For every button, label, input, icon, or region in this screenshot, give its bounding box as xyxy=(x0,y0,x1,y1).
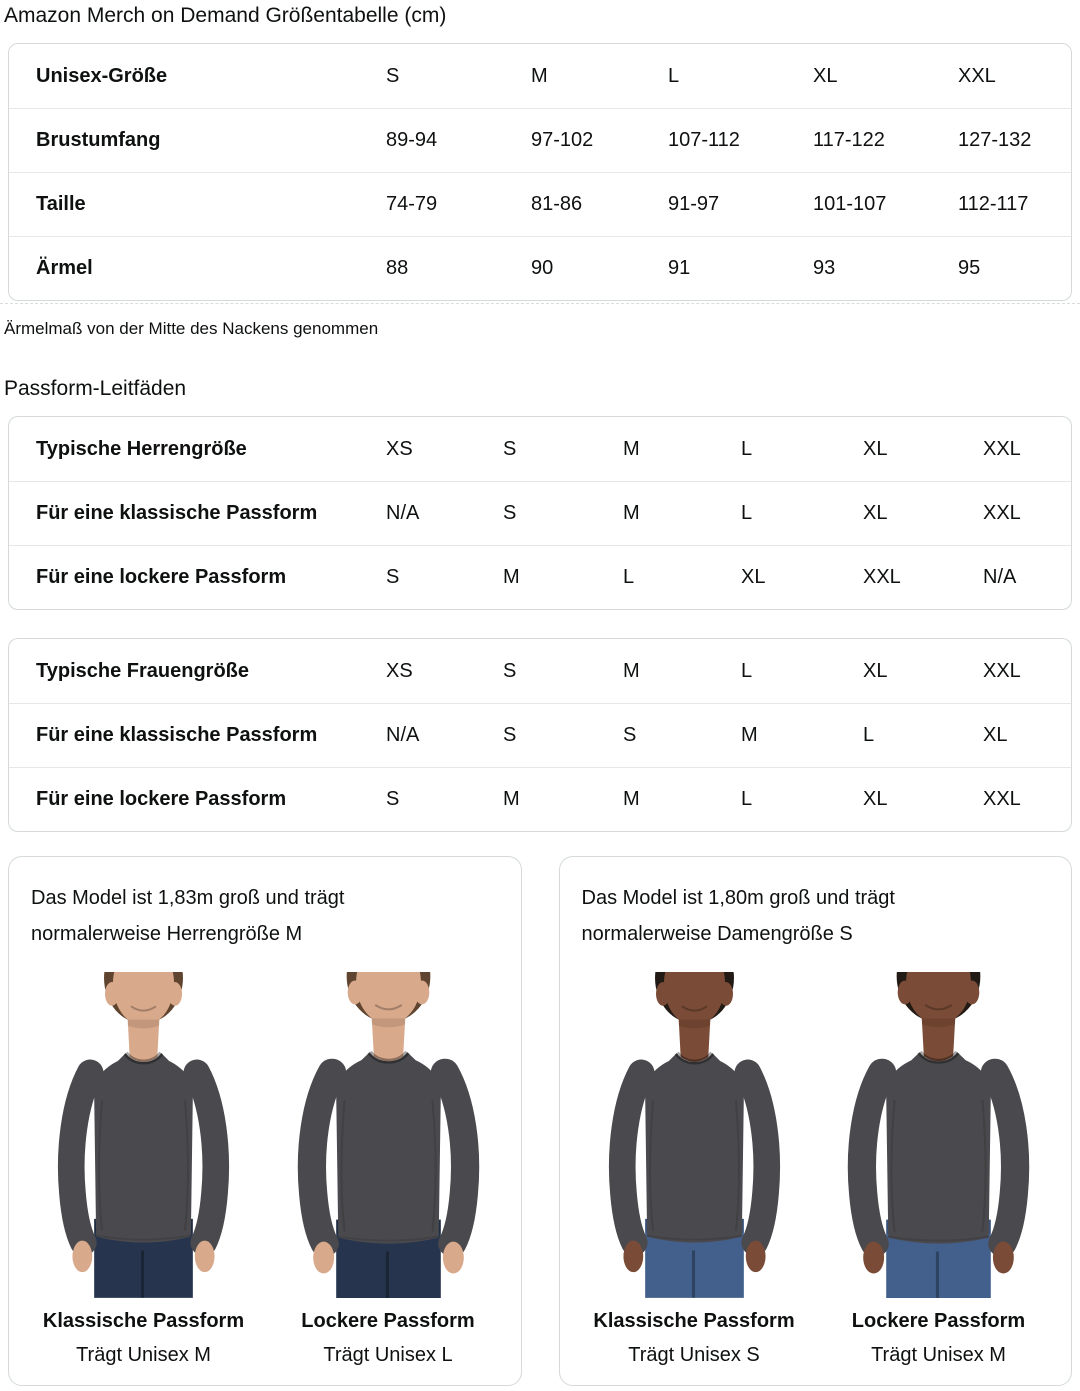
fit-label: Lockere Passform xyxy=(851,1310,1026,1332)
size-cell: 127-132 xyxy=(958,129,1032,151)
table-row xyxy=(9,417,1071,481)
row-label: Ärmel xyxy=(36,257,93,279)
size-cell: 81-86 xyxy=(531,193,583,215)
table-row xyxy=(9,172,1071,236)
fit-label: Lockere Passform xyxy=(301,1310,475,1332)
size-cell: XS xyxy=(386,437,413,460)
model-photo xyxy=(276,972,501,1298)
figures xyxy=(582,972,1052,1372)
size-cell: M xyxy=(623,659,640,682)
size-cell: XL xyxy=(863,502,888,524)
size-cell: N/A xyxy=(386,502,420,524)
row-label: Für eine klassische Passform xyxy=(36,502,318,524)
size-cell: S xyxy=(503,659,517,682)
womens-fit-table xyxy=(8,638,1072,832)
size-cell: 93 xyxy=(813,257,836,279)
model-description: Das Model ist 1,80m groß und trägt normalerweise Damengröße S xyxy=(581,887,895,945)
wears-label: Trägt Unisex M xyxy=(871,1344,1006,1366)
model-figure-classic xyxy=(582,972,807,1372)
row-label: Unisex-Größe xyxy=(36,64,168,87)
size-cell: XXL xyxy=(863,566,901,588)
table-row xyxy=(9,481,1071,545)
mens-model-card xyxy=(8,856,522,1386)
model-figure-loose xyxy=(826,972,1051,1372)
row-label: Typische Herrengröße xyxy=(36,437,247,460)
model-figure-loose xyxy=(276,972,501,1372)
size-cell: XL xyxy=(813,64,838,87)
size-cell: 95 xyxy=(958,257,981,279)
size-cell: N/A xyxy=(983,566,1017,588)
model-photo xyxy=(31,972,256,1298)
size-cell: 90 xyxy=(531,257,554,279)
table-row xyxy=(9,639,1071,703)
table-row xyxy=(9,108,1071,172)
table-row xyxy=(9,236,1071,300)
table-row xyxy=(9,44,1071,108)
size-cell: 89-94 xyxy=(386,129,438,151)
size-cell: 88 xyxy=(386,257,409,279)
size-cell: 74-79 xyxy=(386,193,438,215)
wears-label: Trägt Unisex L xyxy=(323,1344,453,1366)
size-cell: L xyxy=(741,788,753,810)
size-cell: XXL xyxy=(983,659,1021,682)
page-title: Amazon Merch on Demand Größentabelle (cm) xyxy=(4,4,447,27)
size-cell: L xyxy=(668,64,680,87)
figures xyxy=(31,972,501,1372)
model-cards xyxy=(8,856,1072,1386)
size-cell: S xyxy=(503,724,517,746)
size-cell: XS xyxy=(386,659,413,682)
size-cell: XL xyxy=(741,566,766,588)
row-label: Taille xyxy=(36,193,86,215)
unisex-size-table xyxy=(8,43,1072,301)
size-cell: XXL xyxy=(983,788,1021,810)
womens-model-card xyxy=(559,856,1073,1386)
model-description: Das Model ist 1,83m groß und trägt normalerweise Herrengröße M xyxy=(31,887,345,945)
size-cell: L xyxy=(741,659,753,682)
model-figure-classic xyxy=(31,972,256,1372)
fit-label: Klassische Passform xyxy=(42,1310,245,1332)
size-cell: XL xyxy=(983,724,1008,746)
size-cell: XXL xyxy=(983,502,1021,524)
size-cell: S xyxy=(623,724,637,746)
size-cell: L xyxy=(623,566,635,588)
size-cell: XXL xyxy=(983,437,1021,460)
size-cell: 91-97 xyxy=(668,193,720,215)
size-cell: 107-112 xyxy=(668,129,740,151)
size-cell: XL xyxy=(863,437,888,460)
size-cell: M xyxy=(623,437,640,460)
table-row xyxy=(9,767,1071,831)
size-cell: M xyxy=(531,64,548,87)
mens-fit-table xyxy=(8,416,1072,610)
size-cell: S xyxy=(503,502,517,524)
row-label: Für eine lockere Passform xyxy=(36,566,287,588)
wears-label: Trägt Unisex M xyxy=(76,1344,211,1366)
size-cell: 117-122 xyxy=(813,129,885,151)
row-label: Für eine klassische Passform xyxy=(36,724,318,746)
fit-label: Klassische Passform xyxy=(593,1310,795,1332)
row-label: Typische Frauengröße xyxy=(36,659,250,682)
size-cell: 101-107 xyxy=(813,193,887,215)
size-cell: 97-102 xyxy=(531,129,594,151)
sleeve-measure-note: Ärmelmaß von der Mitte des Nackens genommen xyxy=(4,319,379,338)
size-cell: S xyxy=(503,437,517,460)
size-cell: S xyxy=(386,566,400,588)
fit-guides-heading: Passform-Leitfäden xyxy=(4,377,187,400)
divider xyxy=(0,303,1080,304)
size-cell: L xyxy=(741,437,753,460)
size-cell: L xyxy=(741,502,753,524)
size-cell: M xyxy=(623,502,640,524)
row-label: Brustumfang xyxy=(36,129,161,151)
size-cell: 91 xyxy=(668,257,691,279)
size-cell: M xyxy=(503,566,520,588)
row-label: Für eine lockere Passform xyxy=(36,788,287,810)
model-photo xyxy=(582,972,807,1298)
wears-label: Trägt Unisex S xyxy=(628,1344,760,1366)
size-cell: M xyxy=(741,724,758,746)
table-row xyxy=(9,703,1071,767)
size-cell: XL xyxy=(863,659,888,682)
size-cell: XXL xyxy=(958,64,996,87)
size-cell: S xyxy=(386,788,400,810)
size-cell: N/A xyxy=(386,724,420,746)
size-cell: S xyxy=(386,64,400,87)
size-cell: L xyxy=(863,724,875,746)
table-row xyxy=(9,545,1071,609)
size-cell: M xyxy=(503,788,520,810)
size-cell: M xyxy=(623,788,640,810)
size-cell: XL xyxy=(863,788,888,810)
model-photo xyxy=(826,972,1051,1298)
size-cell: 112-117 xyxy=(958,193,1029,215)
